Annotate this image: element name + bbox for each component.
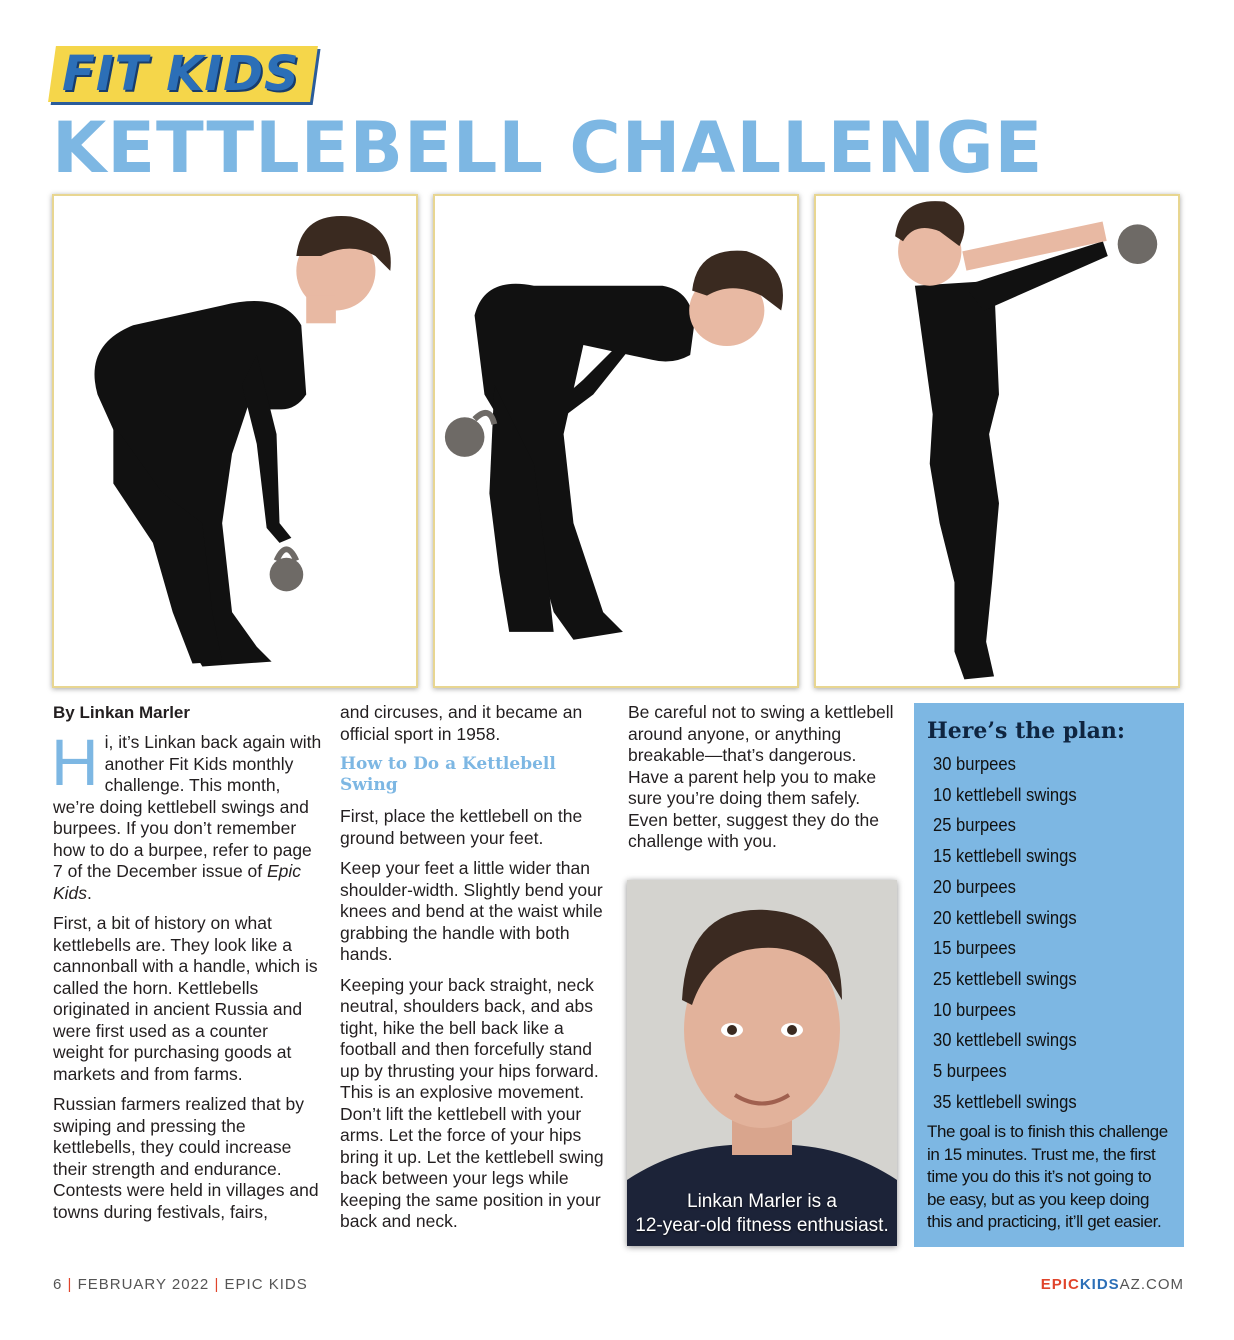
portrait-caption	[627, 1190, 897, 1238]
photo-top-of-swing-position	[814, 194, 1180, 688]
plan-item: 10 burpees	[933, 999, 1016, 1020]
website-link[interactable]	[1041, 1276, 1184, 1293]
safety-paragraph: Be careful not to swing a kettlebell around anyone, or anything breakable—that’s dangerous. Have a parent help you to make sure you’re doing them safely. Even better, suggest they do the challenge with you.	[628, 702, 894, 851]
page-number: 6	[53, 1276, 63, 1293]
plan-item: 15 kettlebell swings	[933, 846, 1077, 867]
caption-line-2: 12-year-old fitness enthusiast.	[635, 1215, 889, 1236]
site-epic: EPIC	[1040, 1276, 1080, 1293]
plan-list	[927, 749, 1172, 1117]
kettlebell-setup-illustration	[54, 196, 416, 686]
site-kids: KIDS	[1079, 1276, 1120, 1293]
history-continued-paragraph: and circuses, and it became an official sport in 1958.	[340, 702, 583, 744]
kettlebell-top-swing-illustration	[816, 196, 1178, 686]
how-to-subhead: How to Do a Kettlebell Swing	[340, 754, 556, 795]
plan-item: 10 kettlebell swings	[933, 784, 1077, 805]
byline: By Linkan Marler	[53, 703, 190, 722]
plan-item: 30 burpees	[933, 754, 1016, 774]
footer-separator: |	[214, 1276, 220, 1293]
article-column-3	[628, 702, 894, 862]
plan-item: 20 kettlebell swings	[933, 907, 1077, 928]
article-column-1	[51, 725, 323, 1232]
step-3-paragraph: Keeping your back straight, neck neutral, shoulders back, and abs tight, hike the bell back like a football and then forcefully stand up by thrusting your hips forward. This is an explosive movement. Don’t lift the kettlebell with your arms. Let the force of your hips bring it up. Let the kettlebell swing back between your legs while keeping the same position in your back and neck.	[340, 974, 604, 1231]
issue-date: FEBRUARY 2022	[77, 1276, 210, 1293]
plan-item: 30 kettlebell swings	[933, 1030, 1077, 1051]
magazine-name: EPIC KIDS	[224, 1276, 308, 1293]
footer-separator: |	[67, 1276, 73, 1293]
author-portrait	[627, 880, 897, 1246]
photo-setup-position	[52, 194, 418, 688]
step-1-paragraph: First, place the kettlebell on the ground between your feet.	[340, 806, 583, 848]
kettlebell-icon	[1118, 224, 1158, 264]
page-title: KETTLEBELL CHALLENGE	[52, 107, 1044, 189]
kettlebell-hike-back-illustration	[435, 196, 797, 686]
intro-paragraph	[51, 725, 323, 904]
fit-kids-badge: FIT KIDS	[62, 46, 300, 102]
intro-text: i, it’s Linkan back again with another Fit Kids monthly challenge. This month, we’re doing kettlebell swings and burpees. If you don’t remember how to do a burpee, refer to page 7 of the December issue of	[53, 732, 322, 881]
plan-item: 25 burpees	[933, 815, 1016, 836]
history-paragraph: First, a bit of history on what kettlebells are. They look like a cannonball with a handle, which is called the horn. Kettlebells originated in ancient Russia and were first used as a counter weight for purchasing goods at markets and from farms.	[53, 913, 318, 1084]
magazine-name-italic: Epic Kids	[53, 861, 302, 903]
article-column-2	[340, 702, 608, 1242]
footer-issue-info	[53, 1276, 308, 1293]
photo-hike-back-position	[433, 194, 799, 688]
caption-line-1: Linkan Marler is a	[687, 1191, 837, 1212]
plan-item: 25 kettlebell swings	[933, 968, 1077, 989]
intro-period: .	[87, 882, 92, 903]
site-domain: AZ.COM	[1119, 1276, 1184, 1293]
plan-title: Here’s the plan:	[927, 718, 1125, 744]
step-2-paragraph: Keep your feet a little wider than shoulder-width. Slightly bend your knees and bend at the waist while grabbing the handle with both hands.	[340, 858, 603, 964]
plan-goal-note: The goal is to finish this challenge in 15 minutes. Trust me, the first time you do this it’s not going to be easy, but as you keep doing this and practicing, it’ll get easier.	[927, 1122, 1168, 1232]
plan-item: 35 kettlebell swings	[933, 1091, 1077, 1112]
russian-farmers-paragraph: Russian farmers realized that by swiping and pressing the kettlebells, they could increase their strength and endurance. Contests were held in villages and towns during festivals, fairs,	[53, 1094, 319, 1222]
workout-plan-box	[914, 703, 1184, 1247]
plan-item: 15 burpees	[933, 938, 1016, 959]
plan-item: 20 burpees	[933, 876, 1016, 897]
kettlebell-icon	[270, 558, 304, 592]
plan-item: 5 burpees	[933, 1061, 1007, 1082]
drop-cap: H	[51, 725, 99, 799]
kettlebell-icon	[445, 417, 485, 457]
